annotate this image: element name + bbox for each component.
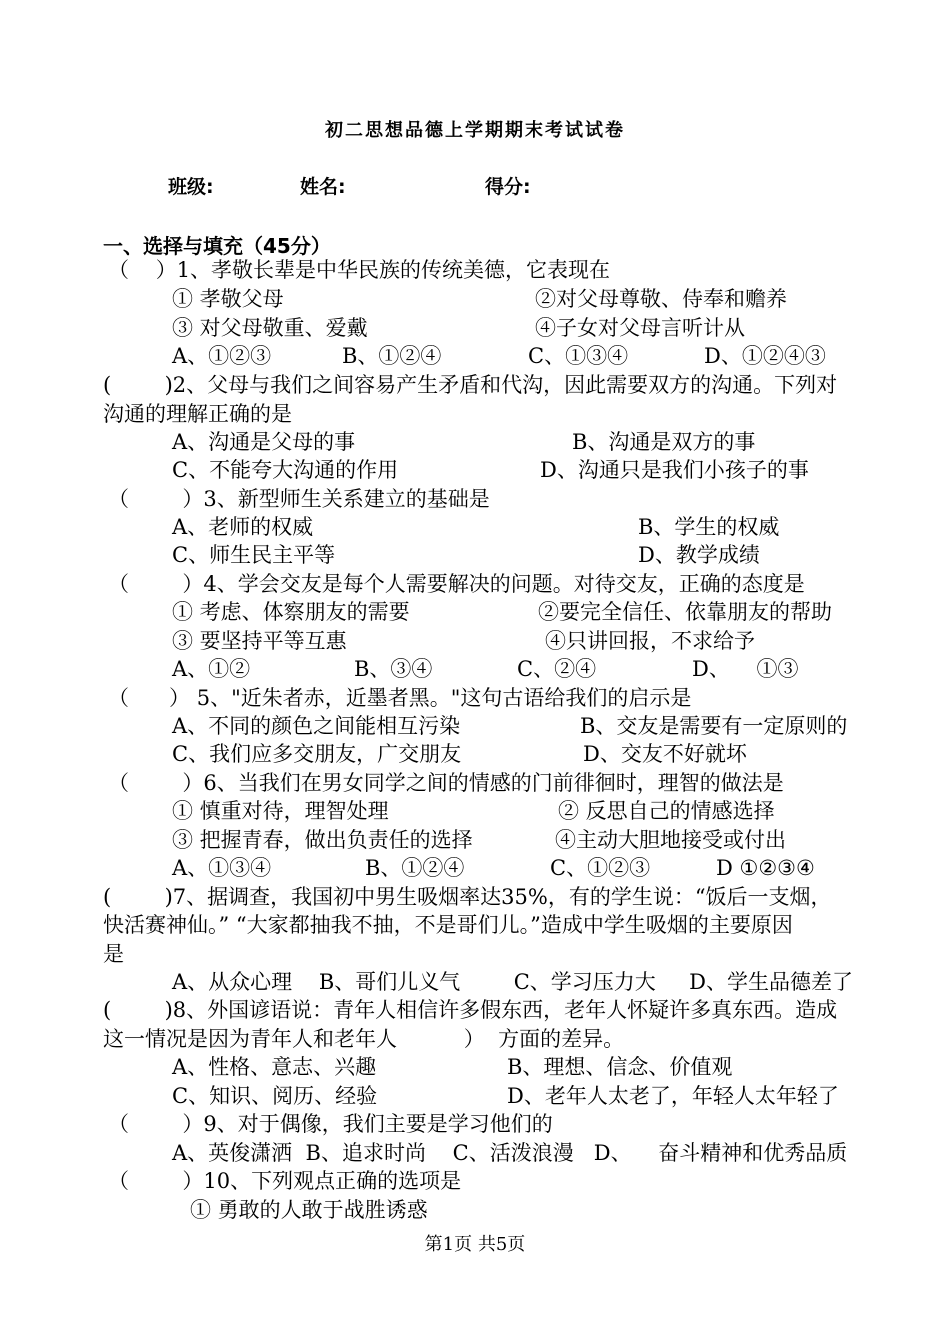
answer-a: A、沟通是父母的事 — [172, 430, 356, 454]
option-2: ②要完全信任、依靠朋友的帮助 — [538, 600, 832, 624]
answer-c: C、不能夸大沟通的作用 — [172, 458, 399, 482]
answer-c: C、知识、阅历、经验 — [172, 1084, 378, 1108]
page-footer: 第1页 共5页 — [424, 1234, 526, 1255]
answer-c: C、我们应多交朋友，广交朋友 — [172, 742, 462, 766]
question-4: （ ）4、学会交友是每个人需要解决的问题。对待交友，正确的态度是 — [108, 572, 805, 596]
option-3: ③ 把握青春，做出负责任的选择 — [172, 828, 473, 852]
answer-c: C、②④ — [517, 657, 597, 681]
question-8-cont: 这一情况是因为青年人和老年人 ） 方面的差异。 — [103, 1027, 625, 1051]
answer-a: A、①③④ — [172, 856, 272, 880]
option-3: ③ 对父母敬重、爱戴 — [172, 316, 368, 340]
answer-d: D ①②③④ — [716, 856, 815, 880]
question-7: ( )7、据调查，我国初中男生吸烟率达35%，有的学生说：“饭后一支烟， — [103, 885, 832, 909]
question-2: ( )2、父母与我们之间容易产生矛盾和代沟，因此需要双方的沟通。下列对 — [103, 373, 838, 397]
question-7-cont: 是 — [103, 942, 124, 966]
answer-b: B、交友是需要有一定原则的 — [580, 714, 848, 738]
question-1: （ ）1、孝敬长辈是中华民族的传统美德，它表现在 — [108, 258, 611, 282]
answer-a: A、①② — [172, 657, 251, 681]
answer-d: D、沟通只是我们小孩子的事 — [540, 458, 809, 482]
question-6: （ ）6、当我们在男女同学之间的情感的门前徘徊时，理智的做法是 — [108, 771, 784, 795]
question-5: （ ） 5、"近朱者赤，近墨者黑。"这句古语给我们的启示是 — [108, 686, 692, 710]
option-1: ① 慎重对待，理智处理 — [172, 799, 389, 823]
answers: A、英俊潇洒 B、追求时尚 C、活泼浪漫 D、 奋斗精神和优秀品质 — [172, 1141, 848, 1165]
answer-d: D、老年人太老了，年轻人太年轻了 — [507, 1084, 839, 1108]
answer-a: A、性格、意志、兴趣 — [172, 1055, 377, 1079]
score-label: 得分: — [485, 176, 531, 198]
option-4: ④只讲回报，不求给予 — [545, 629, 755, 653]
answer-c: C、①③④ — [528, 344, 629, 368]
option-1: ① 孝敬父母 — [172, 287, 284, 311]
answer-b: B、理想、信念、价值观 — [507, 1055, 733, 1079]
question-3: （ ）3、新型师生关系建立的基础是 — [108, 487, 490, 511]
class-label: 班级: — [168, 176, 214, 198]
answer-a: A、老师的权威 — [172, 515, 314, 539]
option-2: ② 反思自己的情感选择 — [558, 799, 775, 823]
page-title: 初二思想品德上学期期末考试试卷 — [325, 120, 625, 141]
question-2-cont: 沟通的理解正确的是 — [103, 402, 292, 426]
answers: A、从众心理 B、哥们儿义气 C、学习压力大 D、学生品德差了 — [172, 970, 853, 994]
answer-a: A、不同的颜色之间能相互污染 — [172, 714, 461, 738]
answer-b: B、③④ — [354, 657, 433, 681]
answer-b: B、沟通是双方的事 — [572, 430, 756, 454]
section-heading: 一、选择与填充（45分） — [103, 234, 331, 258]
answer-b: B、①②④ — [365, 856, 465, 880]
question-10: （ ）10、下列观点正确的选项是 — [108, 1169, 462, 1193]
option-1: ① 考虑、体察朋友的需要 — [172, 600, 410, 624]
answer-d: D、教学成绩 — [638, 543, 760, 567]
question-9: （ ）9、对于偶像，我们主要是学习他们的 — [108, 1112, 553, 1136]
answer-c: C、师生民主平等 — [172, 543, 336, 567]
option-4: ④子女对父母言听计从 — [535, 316, 745, 340]
name-label: 姓名: — [300, 176, 346, 198]
answer-d: D、①②④③ — [704, 344, 826, 368]
option-4: ④主动大胆地接受或付出 — [555, 828, 786, 852]
question-8: ( )8、外国谚语说：青年人相信许多假东西，老年人怀疑许多真东西。造成 — [103, 998, 838, 1022]
answer-a: A、①②③ — [172, 344, 272, 368]
option-1: ① 勇敢的人敢于战胜诱惑 — [190, 1198, 428, 1222]
question-7-cont: 快活赛神仙。” “大家都抽我不抽，不是哥们儿。”造成中学生吸烟的主要原因 — [103, 913, 793, 937]
answer-b: B、①②④ — [342, 344, 442, 368]
option-2: ②对父母尊敬、侍奉和赡养 — [535, 287, 787, 311]
answer-c: C、①②③ — [550, 856, 651, 880]
answer-b: B、学生的权威 — [638, 515, 780, 539]
option-3: ③ 要坚持平等互惠 — [172, 629, 347, 653]
answer-d: D、 ①③ — [692, 657, 799, 681]
answer-d: D、交友不好就坏 — [583, 742, 747, 766]
